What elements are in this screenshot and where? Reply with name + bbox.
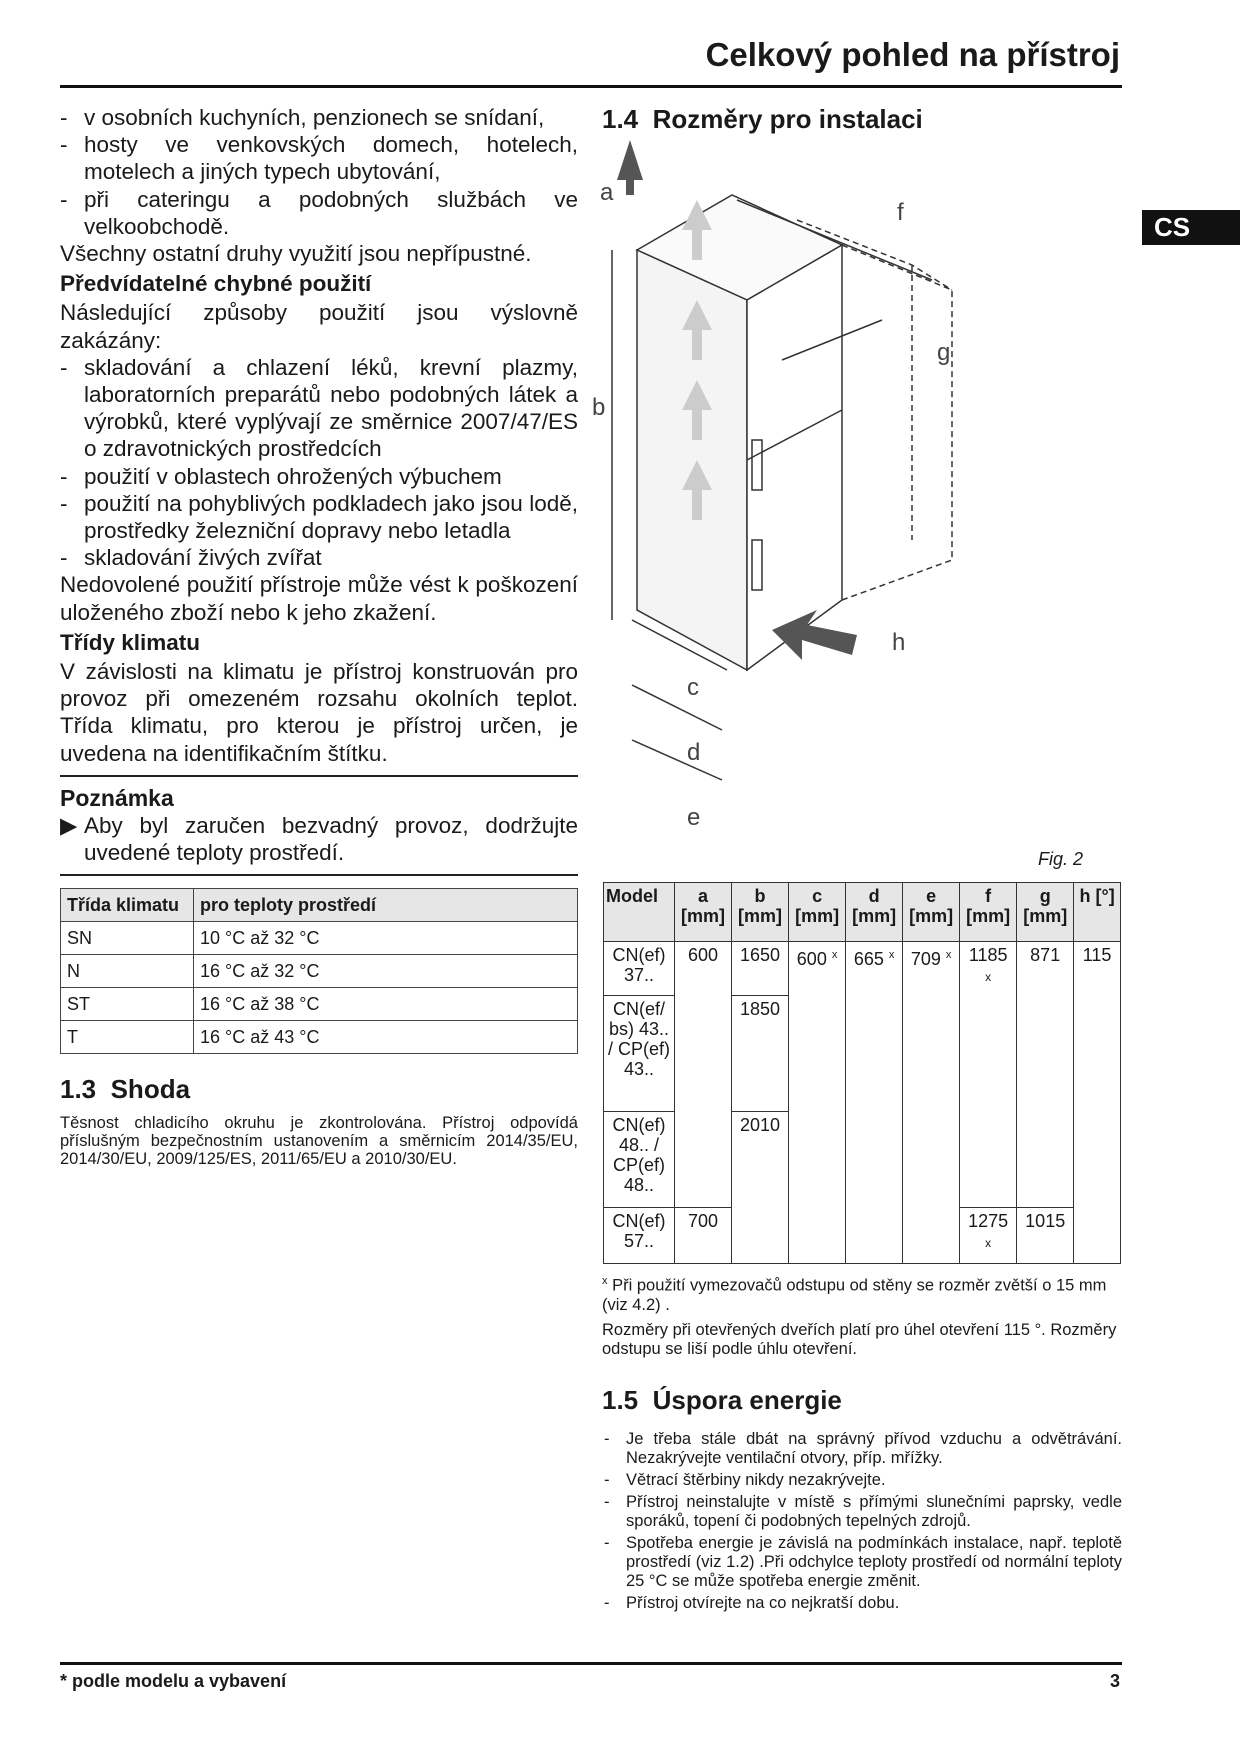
list-item: - skladování živých zvířat [60, 544, 578, 571]
page-header-title: Celkový pohled na přístroj [705, 36, 1120, 73]
model-cell: CN(ef) 57.. [604, 1208, 675, 1264]
fig-label: b [592, 394, 606, 421]
table-footnotes [602, 1272, 1122, 1365]
table-cell: 709 $^x$ [903, 942, 960, 1264]
paragraph: Nedovolené použití přístroje může vést k poškození uloženého zboží nebo k jeho zkažení. [60, 572, 578, 625]
fig-label: h [892, 629, 906, 656]
left-column [60, 104, 578, 1168]
fig-label: g [937, 339, 951, 366]
list-item: - Přístroj neinstalujte v místě s přímými slunečními paprsky, vedle sporáků, topení či podobných tepelných zdrojů. [602, 1493, 1122, 1531]
paragraph: V závislosti na klimatu je přístroj konstruován pro provoz při omezeném rozsahu okolních teplot. Třída klimatu, pro kterou je přístroj určen, je uvedena na identifikačním štítku. [60, 659, 578, 766]
table-cell: 1275 x [960, 1208, 1017, 1264]
table-header: a [mm] [675, 883, 732, 942]
table-cell: 1850 [732, 996, 789, 1112]
note-title: Poznámka [60, 784, 174, 811]
paragraph: Těsnost chladicího okruhu je zkontrolována. Přístroj odpovídá příslušným bezpečnostním ustanovením a směrnicím 2014/35/EU, 2014/30/EU, 2009/125/ES, 2011/65/EU a 2010/30/EU. [60, 1113, 578, 1168]
installation-dimensions-figure [592, 140, 1122, 860]
fig-label: e [687, 804, 701, 831]
table-row [61, 988, 578, 1021]
subheading: Předvídatelné chybné použití [60, 271, 372, 297]
list-item: - hosty ve venkovských domech, hotelech, motelech a jiných typech ubytování, [60, 131, 578, 185]
language-tab: CS [1142, 210, 1240, 245]
table-header: c [mm] [789, 883, 846, 942]
table-header: Třída klimatu [61, 889, 194, 922]
climate-table [60, 888, 578, 1054]
table-header: h [°] [1074, 883, 1121, 942]
table-cell: 2010 [732, 1112, 789, 1264]
table-cell: 600 [675, 942, 732, 1208]
list-item: - skladování a chlazení léků, krevní plazmy, laboratorních preparátů nebo podobných látek a výrobků, které vyplývají ze směrnice 2007/47/ES o zdravotnických prostředcích [60, 354, 578, 463]
subheading: Třídy klimatu [60, 629, 201, 655]
paragraph: Následující způsoby použití jsou výslovně zakázány: [60, 300, 578, 353]
table-row [61, 922, 578, 955]
list-item: - Větrací štěrbiny nikdy nezakrývejte. [602, 1471, 1122, 1490]
note [60, 812, 578, 866]
table-cell: 1650 [732, 942, 789, 996]
section-heading: 1.4 Rozměry pro instalaci [602, 104, 923, 134]
table-cell: T [61, 1021, 194, 1054]
divider [60, 874, 578, 876]
model-cell: CN(ef) 37.. [604, 942, 675, 996]
footer-note: * podle modelu a vybavení [60, 1671, 287, 1691]
table-header: b [mm] [732, 883, 789, 942]
footnote: Rozměry při otevřených dveřích platí pro úhel otevření 115 °. Rozměry odstupu se liší podle úhlu otevření. [602, 1320, 1117, 1358]
table-cell: 600 $^x$ [789, 942, 846, 1264]
fig-label: a [600, 179, 614, 206]
section-heading: 1.5 Úspora energie [602, 1385, 842, 1415]
fig-label: f [897, 199, 904, 226]
table-cell: SN [61, 922, 194, 955]
table-header: Model [604, 883, 675, 942]
up-arrow-icon [617, 140, 643, 195]
table-cell: 871 [1017, 942, 1074, 1208]
table-cell: 1015 [1017, 1208, 1074, 1264]
model-cell: CN(ef/ bs) 43.. / CP(ef) 43.. [604, 996, 675, 1112]
table-cell: 16 °C až 38 °C [194, 988, 578, 1021]
table-cell: 16 °C až 43 °C [194, 1021, 578, 1054]
footnote: $^x$ Při použití vymezovačů odstupu od stěny se rozměr zvětší o 15 mm (viz 4.2) . [602, 1275, 1107, 1314]
table-row [61, 955, 578, 988]
table-header: pro teploty prostředí [194, 889, 578, 922]
footer-rule [60, 1662, 1122, 1665]
figure-caption: Fig. 2 [1038, 849, 1084, 869]
table-cell: ST [61, 988, 194, 1021]
header-rule [60, 85, 1122, 88]
table-cell: 665 $^x$ [846, 942, 903, 1264]
list-item: - Spotřeba energie je závislá na podmínkách instalace, např. teplotě prostředí (viz 1.2) .Při odchylce teploty prostředí od normální teploty 25 °C se může spotřeba energie změnit. [602, 1534, 1122, 1591]
page-number: 3 [1109, 1671, 1120, 1691]
list-item: - použití na pohyblivých podkladech jako jsou lodě, prostředky železniční dopravy nebo letadla [60, 490, 578, 544]
table-header: d [mm] [846, 883, 903, 942]
fig-label: c [687, 674, 699, 701]
table-cell: N [61, 955, 194, 988]
energy-saving-list [602, 1430, 1122, 1616]
table-row [61, 1021, 578, 1054]
list-item: - Přístroj otvírejte na co nejkratší dobu. [602, 1594, 1122, 1613]
table-header: e [mm] [903, 883, 960, 942]
table-cell: 115 [1074, 942, 1121, 1264]
table-header: g [mm] [1017, 883, 1074, 942]
table-cell: 10 °C až 32 °C [194, 922, 578, 955]
section-heading: 1.3 Shoda [60, 1074, 191, 1105]
model-cell: CN(ef) 48.. / CP(ef) 48.. [604, 1112, 675, 1208]
dimensions-table [603, 882, 1121, 1264]
table-header: f [mm] [960, 883, 1017, 942]
fig-label: d [687, 739, 701, 766]
table-row [604, 942, 1121, 996]
list-item: - v osobních kuchyních, penzionech se snídaní, [60, 104, 578, 131]
triangle-icon: ▶ [60, 813, 78, 839]
list-item: - použití v oblastech ohrožených výbuchem [60, 463, 578, 490]
table-cell: 700 [675, 1208, 732, 1264]
table-cell: 1185 x [960, 942, 1017, 1208]
table-cell: 16 °C až 32 °C [194, 955, 578, 988]
list-item: - při cateringu a podobných službách ve velkoobchodě. [60, 186, 578, 240]
divider [60, 775, 578, 777]
note-text: Aby byl zaručen bezvadný provoz, dodržujte uvedené teploty prostředí. [84, 813, 578, 866]
list-item: - Je třeba stále dbát na správný přívod vzduchu a odvětrávání. Nezakrývejte ventilační otvory, příp. mřížky. [602, 1430, 1122, 1468]
paragraph: Všechny ostatní druhy využití jsou nepřípustné. [60, 241, 532, 267]
